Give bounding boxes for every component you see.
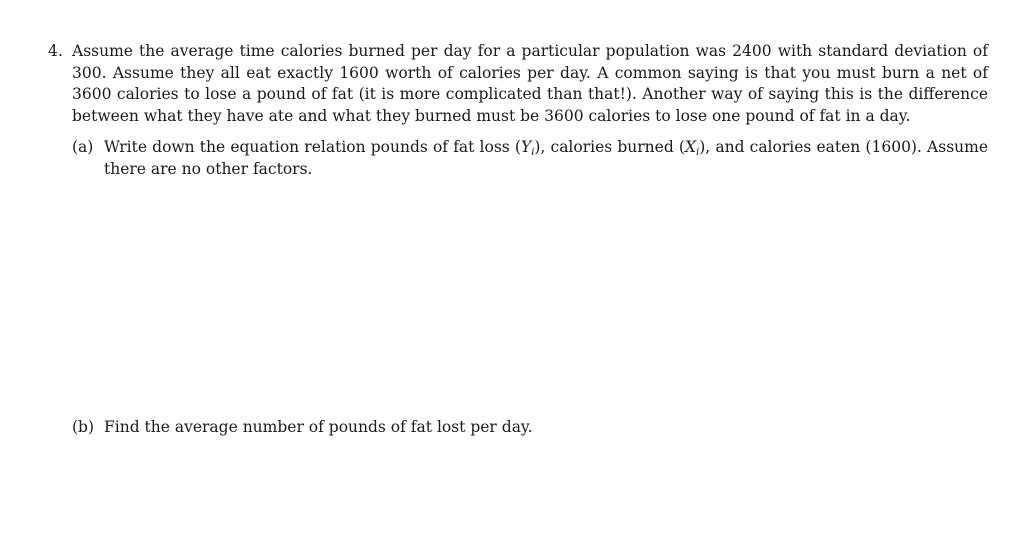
fat-loss-variable: $Y_i$ [520,138,535,158]
problem-statement-block [48,41,988,127]
part-a [72,137,988,180]
part-a-answer-space [72,180,988,417]
part-b [72,417,988,439]
problem-parts [48,137,988,439]
problem-number: 4. [48,42,63,60]
problem-4 [48,41,988,439]
part-a-text-2: ), calories burned ( [534,138,685,156]
problem-statement: Assume the average time calories burned per day for a particular population was 2400 with standard deviation of 300. Assume they all eat exactly 1600 worth of calories per day. A common saying is that you must burn a net of 3600 calories to lose a pound of fat (it is more complicated than that!). Another way of saying this is the difference between what they have ate and what they burned must be 3600 calories to lose one pound of fat in a day. [72,42,988,125]
part-b-text: Find the average number of pounds of fat lost per day. [104,418,533,436]
part-a-text-3: ), and calories eaten (1600). Assume there are no other factors. [104,138,989,178]
part-b-label: (b) [72,418,95,436]
part-a-label: (a) [72,138,94,156]
part-a-text-1: Write down the equation relation pounds of fat loss ( [104,138,521,156]
calories-burned-variable: $X_i$ [684,138,700,158]
